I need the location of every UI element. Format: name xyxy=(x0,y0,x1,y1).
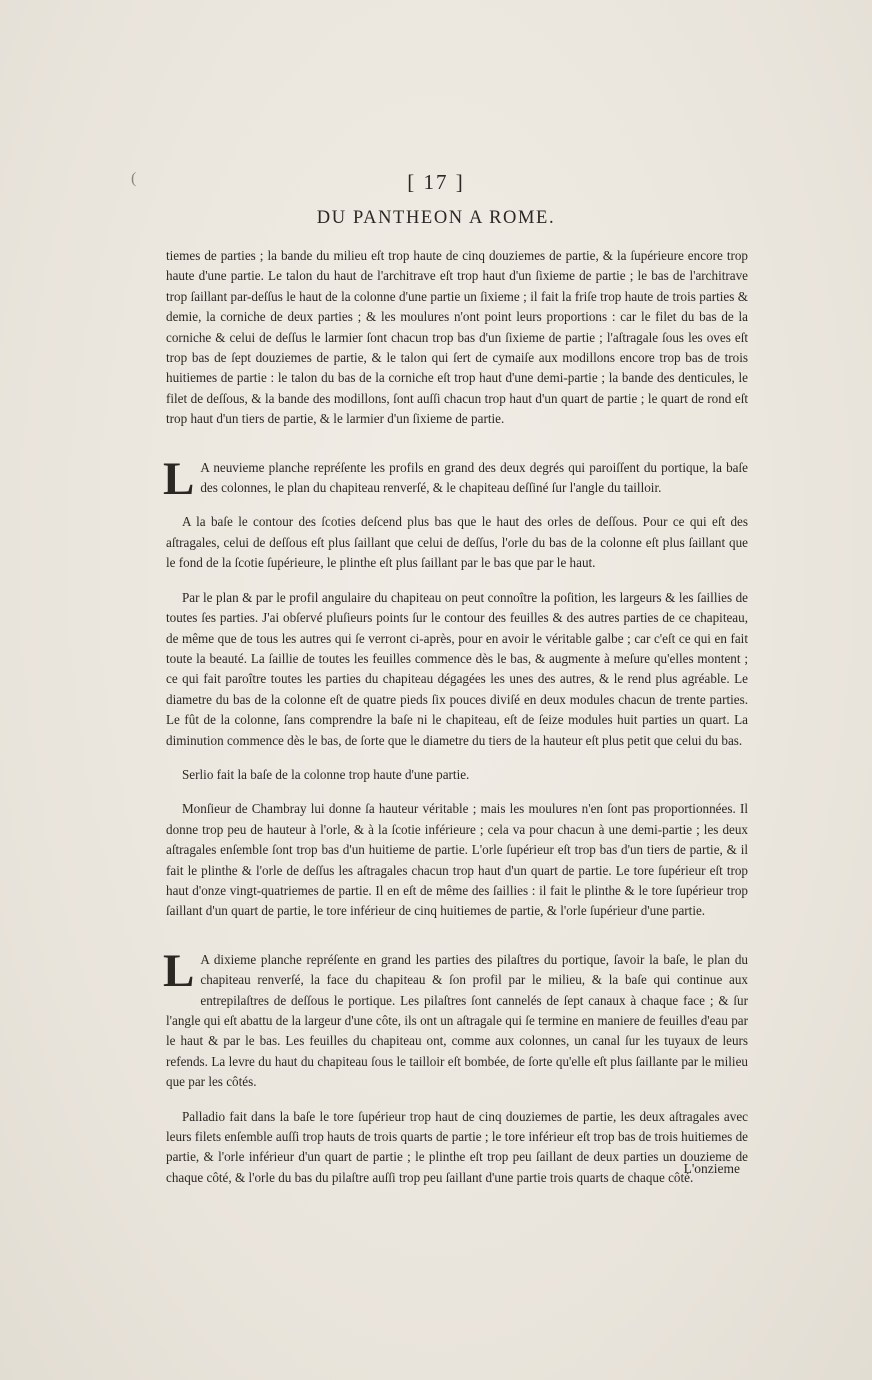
paragraph-palladio: Palladio fait dans la baſe le tore ſupérieur trop haut de cinq douziemes de partie, les deux aſtragales avec leurs filets enſemble auſſi trop hauts de trois quarts de partie ; le tore inférieur eſt trop bas de trois huitiemes de partie, & l'orle inférieur d'un quart de partie ; le plinthe eſt trop peu ſaillant de deux parties un douzieme de chaque côté, & l'orle du bas du pilaſtre auſſi trop peu ſaillant d'une partie trois quarts de chaque côté. xyxy=(166,1108,748,1185)
catchword: L'onzieme xyxy=(683,1161,740,1176)
paragraph-tenth-plate xyxy=(163,944,748,1093)
paragraph-ninth-plate xyxy=(163,452,748,505)
drop-cap: L xyxy=(163,944,195,997)
margin-mark: ( xyxy=(131,170,137,187)
body-text xyxy=(163,246,748,1188)
page-number: [ 17 ] xyxy=(407,170,465,194)
drop-cap: L xyxy=(163,452,195,505)
page-header xyxy=(0,170,872,229)
paragraph-text: A dixieme planche repréſente en grand les parties des pilaſtres du portique, ſavoir la baſe, le plan du chapiteau renverſé, la face du chapiteau & ſon profil par le milieu, & la baſe qui continue aux entrepilaſtres de deſſous le portique. Les pilaſtres ſont cannelés de ſept canaux à chaque face ; & ſur l'angle qui eſt abattu de la largeur d'une côte, ils ont un aſtragale qui ſe termine en maniere de feuilles d'eau par le haut & par le bas. Les feuilles du chapiteau ont, comme aux colonnes, un canal ſur les tuyaux de leurs refends. La levre du haut du chapiteau ſous le tailloir eſt bombée, de ſorte qu'elle eſt plus ſaillante par le milieu que par les côtés. xyxy=(166,951,748,1090)
paragraph-chambray: Monſieur de Chambray lui donne ſa hauteur véritable ; mais les moulures n'en ſont pas proportionnées. Il donne trop peu de hauteur à l'orle, & à la ſcotie inférieure ; cela va pour chacun à une demi-partie ; les deux aſtragales enſemble ſont trop bas d'un huitieme de partie. L'orle ſupérieur eſt trop bas d'un tiers de partie, & il fait le plinthe & l'orle de deſſus les aſtragales chacun trop haut d'un quart de partie. Le tore ſupérieur eſt trop haut d'onze vingt-quatriemes de partie. Il en eſt de même des ſaillies : il fait le plinthe & le tore ſupérieur trop ſaillant d'un quart de partie, le tore inférieur de cinq huitiemes de partie, & l'orle ſupérieur d'une partie. xyxy=(166,801,748,919)
paragraph-serlio: Serlio fait la baſe de la colonne trop haute d'une partie. xyxy=(182,766,470,782)
paragraph-capital: Par le plan & par le profil angulaire du chapiteau on peut connoître la poſition, les largeurs & les ſaillies de toutes ſes parties. J'ai obſervé pluſieurs points ſur le contour des feuilles & des autres parties de ce chapiteau, de même que de tous les autres qui ſe verront ci-après, pour en avoir le véritable galbe ; car c'eſt ce qui en fait toute la beauté. La ſaillie de toutes les feuilles commence dès le bas, & augmente à meſure qu'elles montent ; ce qui fait paroître toutes les parties du chapiteau dégagées les unes des autres, & le rend plus agréable. Le diametre du bas de la colonne eſt de quatre pieds ſix pouces diviſé en deux modules chacun de trente parties. Le fût de la colonne, ſans comprendre la baſe ni le chapiteau, eſt de ſeize modules huit parties un quart. La diminution commence dès le bas, de ſorte que le diametre du tiers de la hauteur eſt plus petit que celui du bas. xyxy=(166,589,748,748)
running-title: DU PANTHEON A ROME. xyxy=(316,208,556,228)
paragraph-continuation: tiemes de parties ; la bande du milieu eſt trop haute de cinq douziemes de partie, & la ſupérieure encore trop haute d'une partie. Le talon du haut de l'architrave eſt trop haut d'un ſixieme de partie ; le bas de l'architrave trop ſaillant par-deſſus le haut de la colonne d'une partie un ſixieme ; il fait la friſe trop haute de trois parties & demie, la corniche de deux parties ; & les moulures n'ont point leurs proportions : car le filet du bas de la corniche & celui de deſſus le larmier ſont chacun trop bas d'un ſixieme de partie ; l'aſtragale ſous les oves eſt trop bas de ſept douziemes de partie, & le talon qui ſert de cymaiſe aux modillons encore trop bas de trois huitiemes de partie : le talon du bas de la corniche eſt trop haut d'une demi-partie ; la bande des denticules, le filet de deſſous, & la bande des modillons, ſont auſſi chacun trop haut d'un quart de partie ; le quart de rond eſt trop haut d'un tiers de partie, & le larmier d'un ſixieme de partie. xyxy=(166,248,748,427)
paragraph-text: A neuvieme planche repréſente les profils en grand des deux degrés qui paroiſſent du portique, la baſe des colonnes, le plan du chapiteau renverſé, & le chapiteau deſſiné ſur l'angle du tailloir. xyxy=(200,459,748,496)
paragraph-base: A la baſe le contour des ſcoties deſcend plus bas que le haut des orles de deſſous. Pour ce qui eſt des aſtragales, celui de deſſous eſt plus ſaillant que celui de deſſus, l'orle du bas de la colonne eſt plus ſaillant que le fond de la ſcotie ſupérieure, le plinthe eſt plus ſaillant par le bas que par le haut. xyxy=(166,514,748,571)
